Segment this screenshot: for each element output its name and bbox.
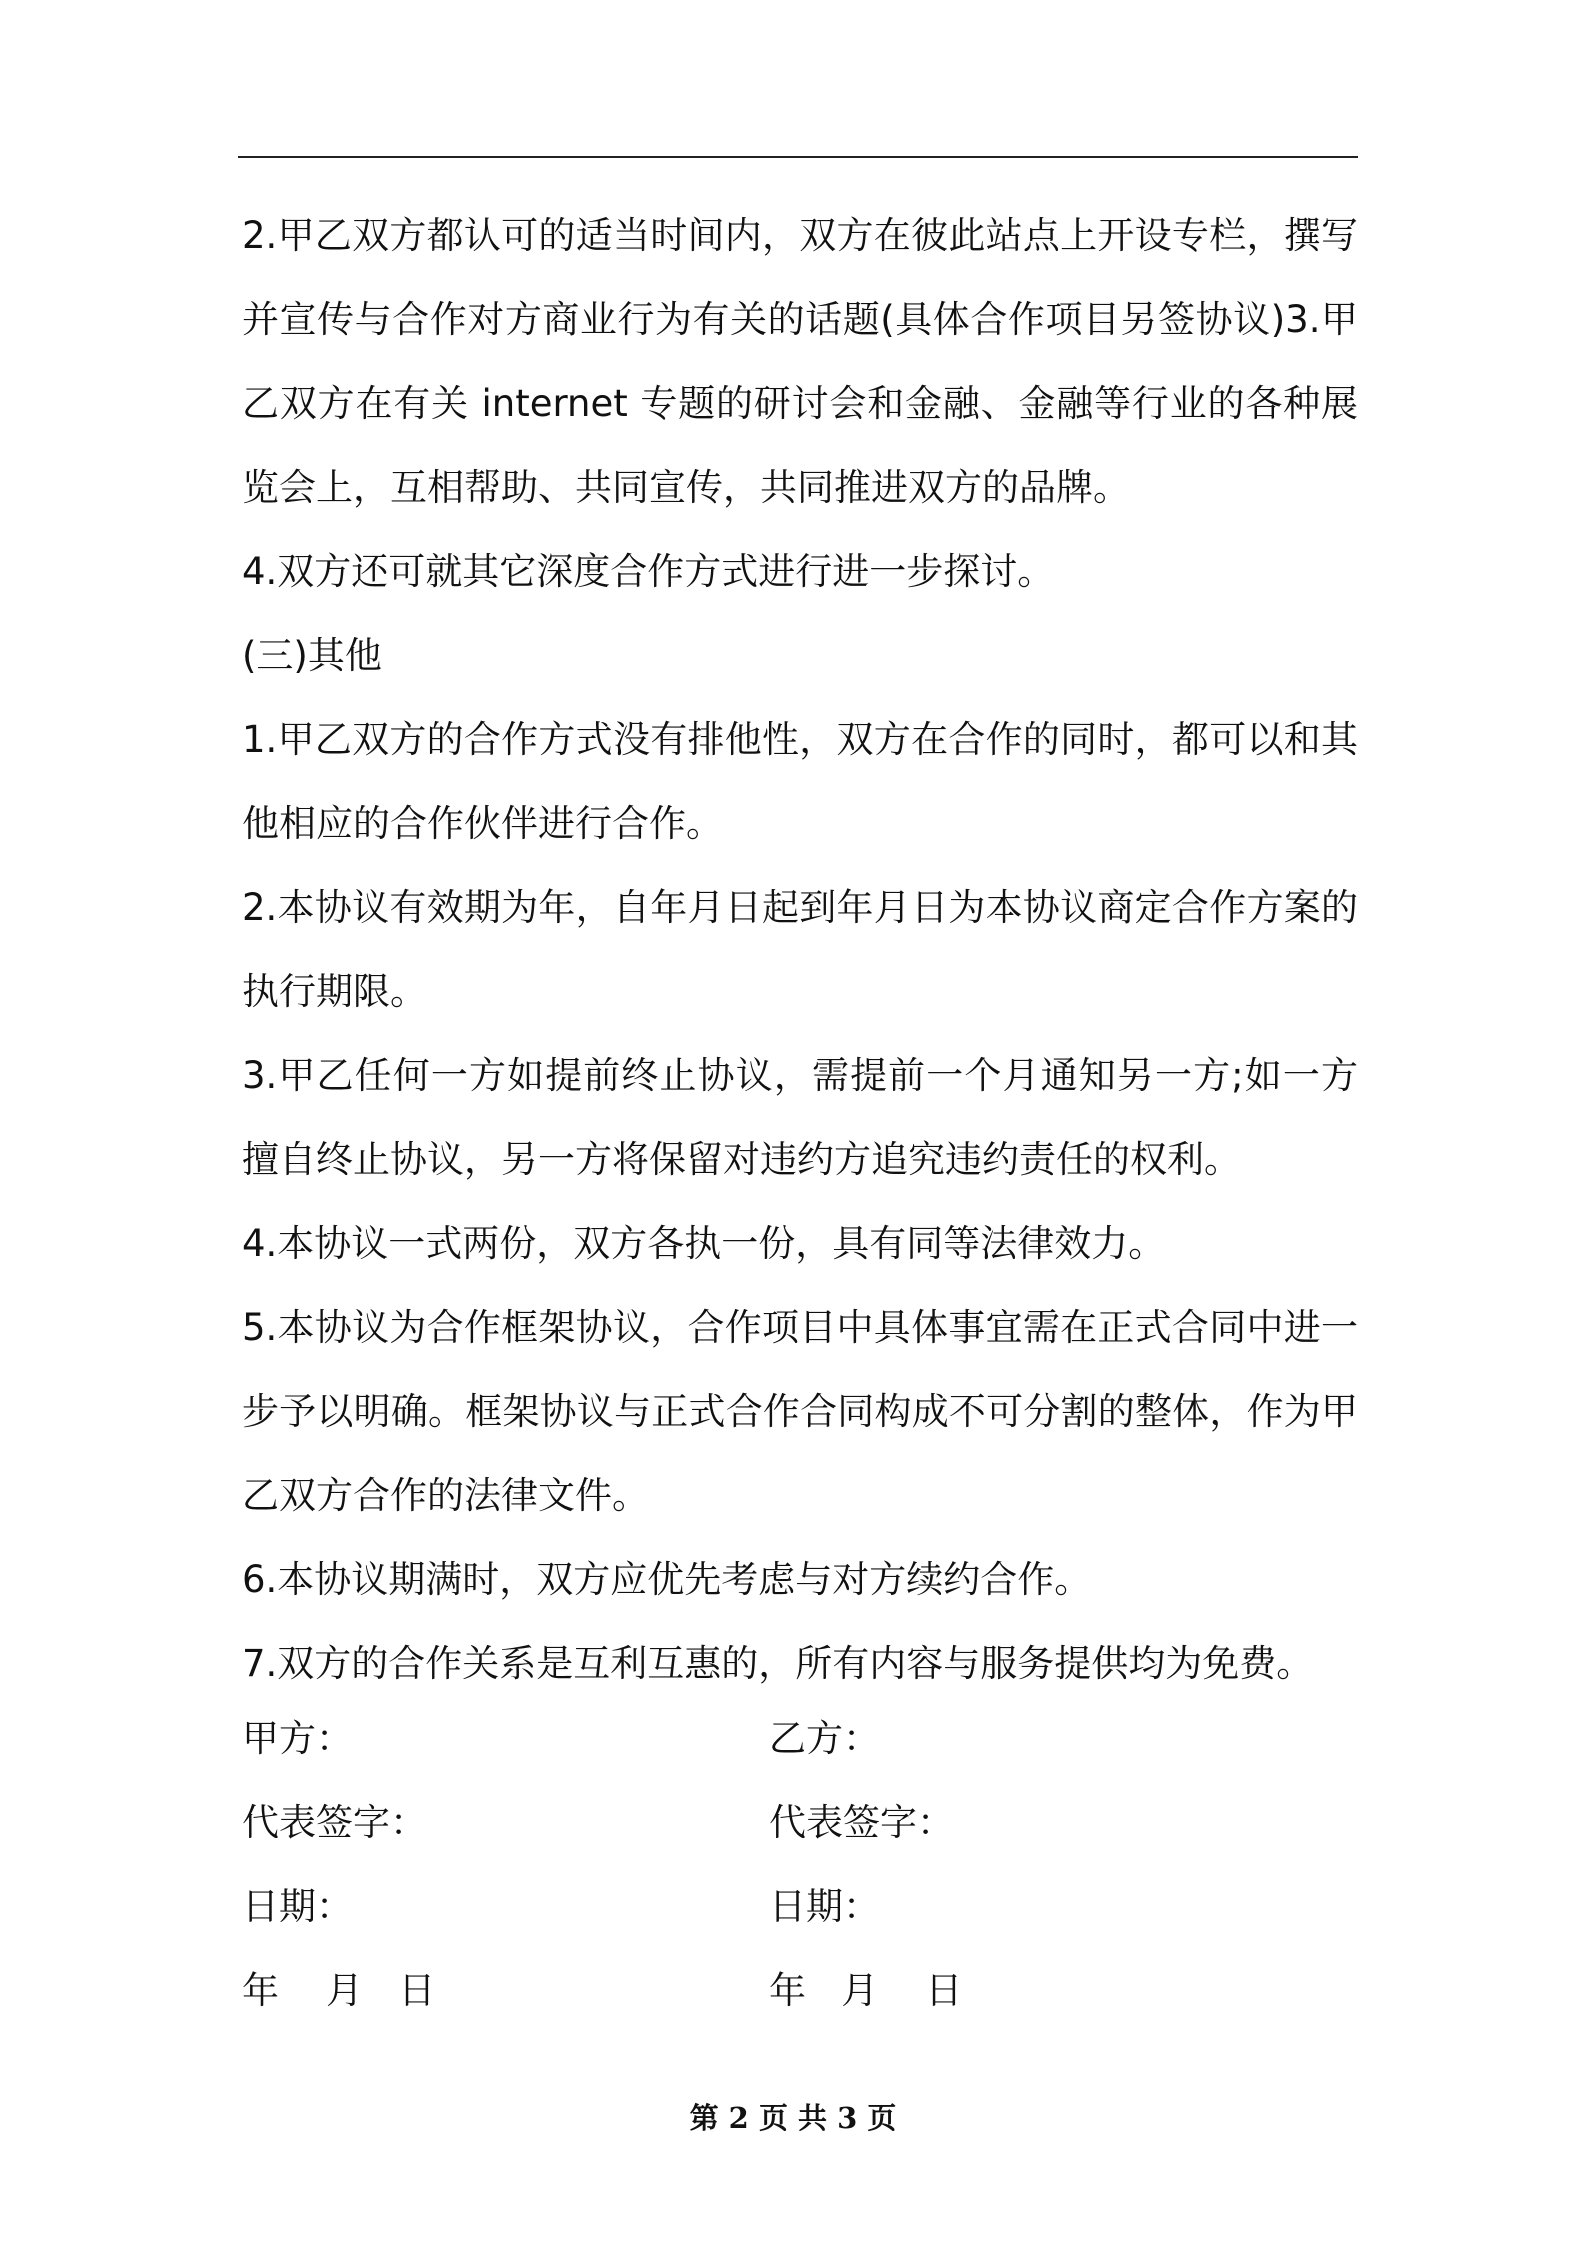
- party-a-ymd: 年 月 日: [242, 1969, 436, 2012]
- party-b-ymd: 年 月 日: [769, 1969, 963, 2012]
- paragraph-5: 2.本协议有效期为年，自年月日起到年月日为本协议商定合作方案的执行期限。: [242, 886, 1358, 1013]
- paragraph-8: 5.本协议为合作框架协议，合作项目中具体事宜需在正式合同中进一步予以明确。框架协议与正式合作合同构成不可分割的整体，作为甲乙双方合作的法律文件。: [242, 1306, 1358, 1517]
- paragraph-7: 4.本协议一式两份，双方各执一份，具有同等法律效力。: [242, 1222, 1166, 1265]
- paragraph-2: 4.双方还可就其它深度合作方式进行进一步探讨。: [242, 550, 1055, 593]
- paragraph-1: 2.甲乙双方都认可的适当时间内，双方在彼此站点上开设专栏，撰写并宣传与合作对方商业行为有关的话题(具体合作项目另签协议)3.甲乙双方在有关 internet 专题的研讨会和金融、金融等行业的各种展览会上，互相帮助、共同宣传，共同推进双方的品牌。: [242, 214, 1358, 509]
- paragraph-4: 1.甲乙双方的合作方式没有排他性，双方在合作的同时，都可以和其他相应的合作伙伴进行合作。: [242, 718, 1358, 845]
- paragraph-9: 6.本协议期满时，双方应优先考虑与对方续约合作。: [242, 1558, 1092, 1601]
- signature-row-party: [242, 1697, 1358, 1781]
- section-heading-other: (三)其他: [242, 634, 382, 677]
- signature-row-representative: [242, 1781, 1358, 1865]
- page-number-footer: 第 2 页 共 3 页: [689, 2101, 897, 2135]
- party-b-representative-label: 代表签字：: [769, 1801, 954, 1844]
- paragraph-6: 3.甲乙任何一方如提前终止协议，需提前一个月通知另一方;如一方擅自终止协议，另一方将保留对违约方追究违约责任的权利。: [242, 1054, 1358, 1181]
- signature-row-date: [242, 1865, 1358, 1949]
- signature-row-ymd: [242, 1949, 1358, 2033]
- party-a-label: 甲方：: [242, 1717, 353, 1760]
- signature-block: [242, 1697, 1358, 2033]
- party-b-date-label: 日期：: [769, 1885, 880, 1928]
- document-body: [242, 194, 1358, 1706]
- paragraph-10: 7.双方的合作关系是互利互惠的，所有内容与服务提供均为免费。: [242, 1642, 1314, 1685]
- party-b-label: 乙方：: [769, 1717, 880, 1760]
- party-a-representative-label: 代表签字：: [242, 1801, 427, 1844]
- party-a-date-label: 日期：: [242, 1885, 353, 1928]
- header-rule: [238, 156, 1358, 158]
